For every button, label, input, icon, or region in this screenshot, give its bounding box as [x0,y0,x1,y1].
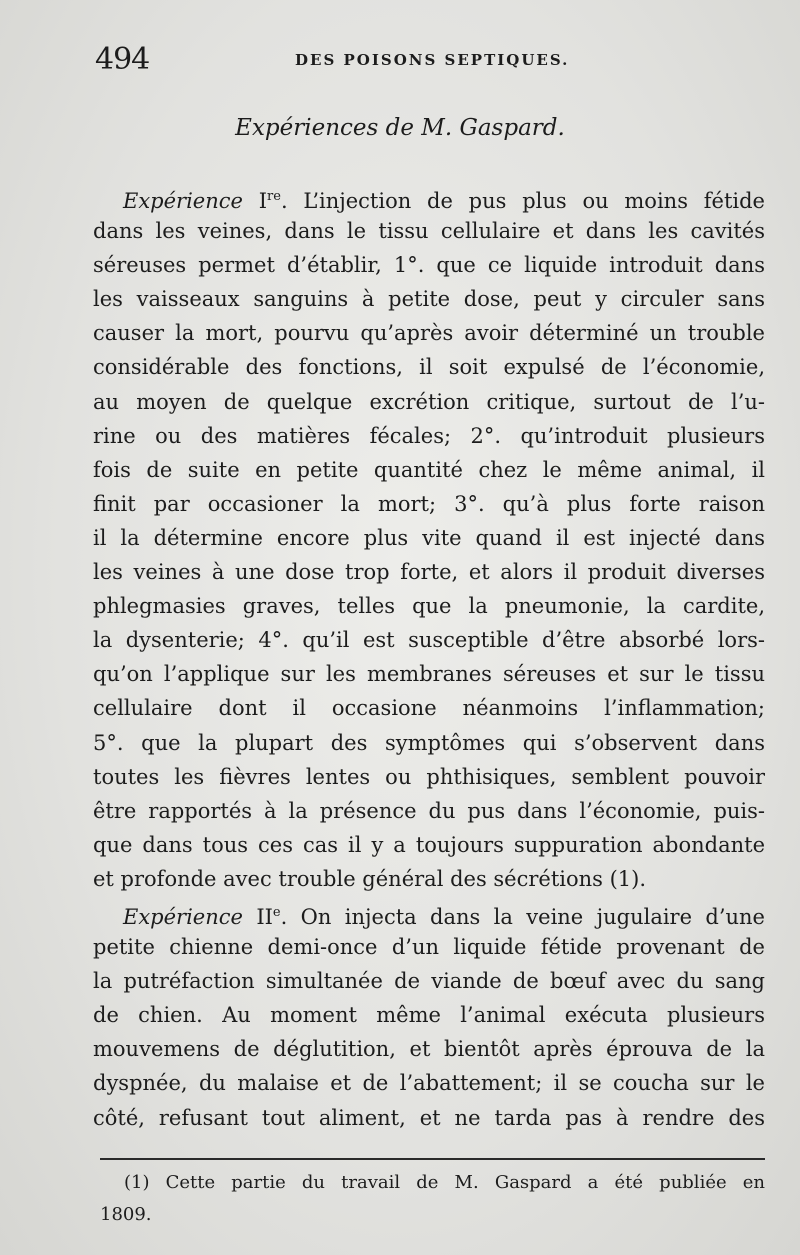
paragraph-lines [93,930,765,1135]
experience-number: II [256,904,273,929]
paragraph-first-line [93,180,765,214]
text-line: être rapportés à la présence du pus dans l’économie, puis- [93,798,765,823]
text-line: 5°. que la plupart des symptômes qui s’observent dans [93,730,765,755]
text-line: rine ou des matières fécales; 2°. qu’introduit plusieurs [93,423,765,448]
text-line: il la détermine encore plus vite quand il est injecté dans [93,525,765,550]
text-line: qu’on l’applique sur les membranes séreuses et sur le tissu [93,662,765,687]
paragraph-experience-1 [93,180,765,896]
text-line: fois de suite en petite quantité chez le même animal, il [93,457,765,482]
footnote [100,1167,765,1231]
running-head: DES POISONS SEPTIQUES. [295,51,570,69]
footnote-divider [100,1158,765,1160]
text-line: considérable des fonctions, il soit expulsé de l’économie, [93,355,765,380]
text-line: les veines à une dose trop forte, et alors il produit diverses [93,560,765,585]
footnote-line: (1) Cette partie du travail de M. Gaspard a été publiée en [124,1172,765,1193]
experience-superscript: e [272,904,281,920]
experience-number: I [258,189,268,213]
text-line: les vaisseaux sanguins à petite dose, peut y circuler sans [93,287,765,312]
text-line: toutes les fièvres lentes ou phthisiques, semblent pouvoir [93,764,765,789]
text-line: de chien. Au moment même l’animal exécuta plusieurs [93,1003,765,1028]
text-line: finit par occasioner la mort; 3°. qu’à plus forte raison [93,491,765,516]
experience-superscript: re [267,189,281,204]
text-line: au moyen de quelque excrétion critique, surtout de l’u- [93,389,765,414]
text-line: que dans tous ces cas il y a toujours suppuration abondante [93,832,765,857]
body-text [93,180,765,1135]
text-line: et profonde avec trouble général des sécrétions (1). [93,866,647,891]
first-line-text: . On injecta dans la veine jugulaire d’une [280,904,765,929]
text-line: la putréfaction simultanée de viande de bœuf avec du sang [93,969,765,994]
text-line: dyspnée, du malaise et de l’abattement; il se coucha sur le [93,1071,765,1096]
text-line: petite chienne demi-once d’un liquide fétide provenant de [93,935,765,960]
paragraph-experience-2 [93,896,765,1135]
page-number: 494 [95,42,150,77]
first-line-text: . L’injection de pus plus ou moins fétide [280,189,765,213]
footnote-line: 1809. [100,1204,152,1225]
text-line: mouvemens de déglutition, et bientôt après éprouva de la [93,1037,765,1062]
experience-label: Expérience [123,904,243,929]
text-line: côté, refusant tout aliment, et ne tarda pas à rendre des [93,1105,765,1130]
text-line: causer la mort, pourvu qu’après avoir déterminé un trouble [93,321,765,346]
paragraph-lines [93,214,765,896]
text-line: cellulaire dont il occasione néanmoins l’inflammation; [93,696,765,721]
paragraph-first-line [93,896,765,930]
text-line: phlegmasies graves, telles que la pneumonie, la cardite, [93,594,765,619]
section-title: Expériences de M. Gaspard. [235,115,565,141]
text-line: séreuses permet d’établir, 1°. que ce liquide introduit dans [93,253,765,278]
text-line: la dysenterie; 4°. qu’il est susceptible d’être absorbé lors- [93,628,765,653]
text-line: dans les veines, dans le tissu cellulaire et dans les cavités [93,219,765,244]
page-header [95,38,765,82]
experience-label: Expérience [123,189,243,213]
